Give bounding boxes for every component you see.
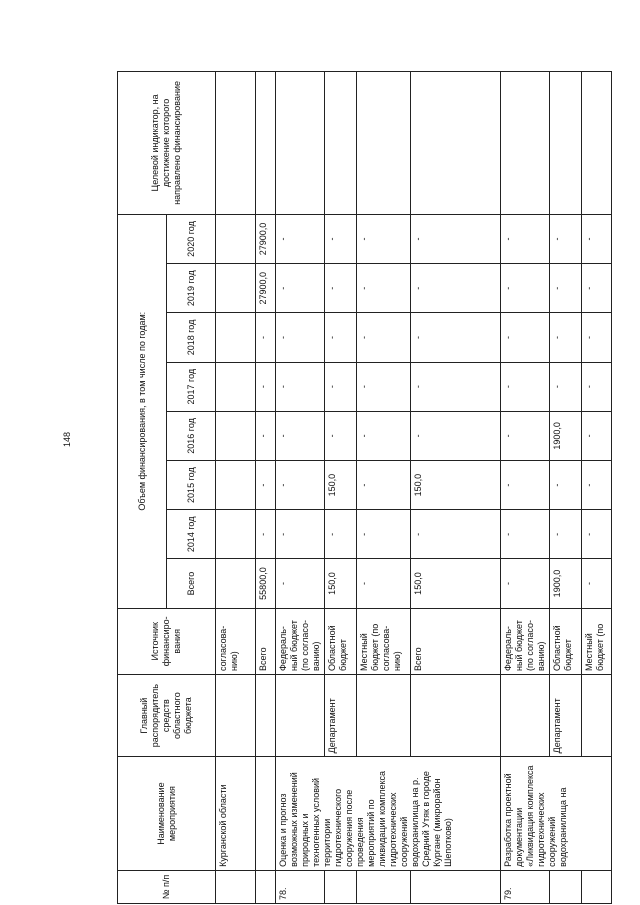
cell-total: 150,0: [325, 559, 357, 608]
header-indicator: Целевой индикатор, на достижение которого направлено финансирование: [118, 72, 216, 215]
cell-year: -: [550, 313, 582, 362]
cell-year: [216, 313, 256, 362]
header-name: Наименование мероприятия: [118, 757, 216, 871]
cell-year: 1900,0: [550, 411, 582, 460]
cell-year: -: [325, 510, 357, 559]
cell-admin: Департамент: [325, 674, 357, 756]
cell-year: -: [582, 313, 612, 362]
cell-source: Областной бюджет: [550, 608, 582, 674]
cell-year: -: [357, 510, 411, 559]
header-year: 2014 год: [167, 510, 216, 559]
cell-year: -: [550, 264, 582, 313]
cell-num: [411, 870, 501, 903]
cell-admin: Департамент: [550, 674, 582, 756]
cell-year: -: [325, 264, 357, 313]
header-total: Всего: [167, 559, 216, 608]
cell-year: -: [357, 362, 411, 411]
header-num: № п/п: [118, 870, 216, 903]
cell-year: -: [501, 411, 550, 460]
cell-year: 150,0: [411, 461, 501, 510]
cell-year: -: [411, 264, 501, 313]
table-row: [501, 72, 550, 904]
cell-year: [216, 461, 256, 510]
cell-year: -: [582, 510, 612, 559]
cell-year: -: [411, 510, 501, 559]
cell-year: -: [256, 362, 276, 411]
cell-year: -: [325, 362, 357, 411]
cell-year: -: [357, 264, 411, 313]
header-year: 2015 год: [167, 461, 216, 510]
cell-year: [216, 214, 256, 263]
header-volume: Объем финансирования, в том числе по годам:: [118, 214, 167, 608]
cell-year: -: [357, 411, 411, 460]
cell-year: -: [276, 411, 325, 460]
cell-admin: [582, 674, 612, 756]
cell-year: -: [276, 313, 325, 362]
cell-year: -: [325, 411, 357, 460]
cell-year: -: [256, 461, 276, 510]
cell-year: -: [582, 214, 612, 263]
cell-source: Местный бюджет (по согласова-нию): [357, 608, 411, 674]
cell-source: Местный бюджет (по: [582, 608, 612, 674]
cell-year: -: [501, 264, 550, 313]
cell-year: -: [550, 461, 582, 510]
cell-num: [325, 870, 357, 903]
cell-name: Разработка проектной документации «Ликвидация комплекса гидротехнических сооружений водохранилища на: [501, 757, 612, 871]
cell-year: -: [582, 461, 612, 510]
cell-total: 1900,0: [550, 559, 582, 608]
cell-name: Курганской области: [216, 757, 256, 871]
cell-year: [216, 510, 256, 559]
cell-indicator: [550, 72, 582, 215]
cell-year: -: [276, 362, 325, 411]
cell-year: -: [357, 214, 411, 263]
cell-num: [582, 870, 612, 903]
cell-year: -: [501, 461, 550, 510]
header-year: 2017 год: [167, 362, 216, 411]
cell-year: -: [411, 313, 501, 362]
cell-total: 150,0: [411, 559, 501, 608]
cell-year: -: [256, 411, 276, 460]
cell-admin: [276, 674, 325, 756]
cell-year: 27900,0: [256, 264, 276, 313]
cell-admin: [411, 674, 501, 756]
cell-total: -: [357, 559, 411, 608]
cell-year: -: [256, 510, 276, 559]
cell-year: [216, 411, 256, 460]
cell-year: -: [276, 510, 325, 559]
cell-indicator: [256, 72, 276, 215]
cell-num: [550, 870, 582, 903]
financing-table: [117, 71, 612, 904]
cell-total: -: [582, 559, 612, 608]
cell-source: Всего: [256, 608, 276, 674]
header-admin: Главный распорядитель средств областного бюджета: [118, 674, 216, 756]
cell-total: [216, 559, 256, 608]
cell-indicator: [276, 72, 325, 215]
cell-year: -: [256, 313, 276, 362]
cell-year: -: [276, 461, 325, 510]
cell-year: -: [582, 411, 612, 460]
cell-indicator: [216, 72, 256, 215]
page-number: 148: [62, 431, 72, 447]
cell-total: -: [501, 559, 550, 608]
cell-indicator: [357, 72, 411, 215]
cell-admin: [357, 674, 411, 756]
header-year: 2016 год: [167, 411, 216, 460]
cell-year: -: [582, 362, 612, 411]
rotated-table-wrapper: [117, 71, 640, 904]
table-row: [256, 72, 276, 904]
cell-admin: [501, 674, 550, 756]
cell-year: [216, 264, 256, 313]
cell-year: 150,0: [325, 461, 357, 510]
cell-name: Оценка и прогноз возможных изменений природных и техногенных условий территории гидротехнического сооружения после проведения мероприятий по ликвидации комплекса гидротехнических сооружений водохранилища на р. Средний Утяк в городе Кургане (микрорайон Шепотково): [276, 757, 501, 871]
cell-indicator: [325, 72, 357, 215]
cell-year: -: [550, 362, 582, 411]
cell-year: -: [276, 264, 325, 313]
cell-year: -: [411, 411, 501, 460]
cell-total: 55800,0: [256, 559, 276, 608]
cell-admin: [256, 674, 276, 756]
cell-indicator: [411, 72, 501, 215]
cell-year: [216, 362, 256, 411]
cell-year: -: [582, 264, 612, 313]
header-source: Источник финансиро-вания: [118, 608, 216, 674]
cell-year: -: [550, 214, 582, 263]
cell-num: [357, 870, 411, 903]
cell-year: -: [325, 214, 357, 263]
cell-num: 79.: [501, 870, 550, 903]
cell-year: -: [501, 313, 550, 362]
cell-source: Федераль-ный бюджет (по согласо-ванию): [501, 608, 550, 674]
cell-admin: [216, 674, 256, 756]
cell-num: [256, 870, 276, 903]
header-year: 2018 год: [167, 313, 216, 362]
cell-year: -: [501, 362, 550, 411]
cell-source: Всего: [411, 608, 501, 674]
cell-year: -: [411, 214, 501, 263]
header-year: 2020 год: [167, 214, 216, 263]
cell-year: -: [276, 214, 325, 263]
table-row: [276, 72, 325, 904]
cell-year: -: [550, 510, 582, 559]
cell-indicator: [501, 72, 550, 215]
cell-year: -: [325, 313, 357, 362]
cell-num: [216, 870, 256, 903]
header-row: [118, 72, 167, 904]
cell-year: -: [357, 461, 411, 510]
cell-year: -: [501, 510, 550, 559]
header-year: 2019 год: [167, 264, 216, 313]
cell-year: 27900,0: [256, 214, 276, 263]
cell-year: -: [501, 214, 550, 263]
cell-source: Федераль-ный бюджет (по согласо-ванию): [276, 608, 325, 674]
table-row: [216, 72, 256, 904]
cell-year: -: [357, 313, 411, 362]
cell-source: Областной бюджет: [325, 608, 357, 674]
cell-indicator: [582, 72, 612, 215]
cell-name: [256, 757, 276, 871]
cell-num: 78.: [276, 870, 325, 903]
cell-total: -: [276, 559, 325, 608]
cell-source: согласова-нию): [216, 608, 256, 674]
cell-year: -: [411, 362, 501, 411]
